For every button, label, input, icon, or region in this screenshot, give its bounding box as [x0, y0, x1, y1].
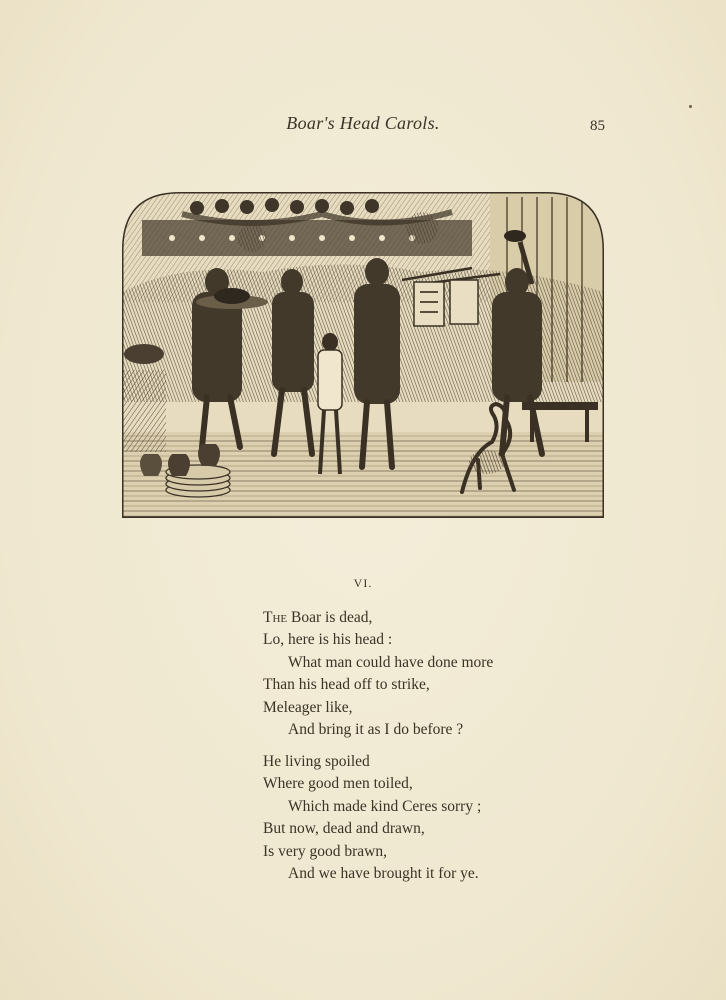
verse-line: Is very good brawn,: [263, 842, 387, 860]
verse-line: But now, dead and drawn,: [263, 820, 425, 838]
verse-line: And bring it as I do before ?: [288, 721, 464, 739]
verse-line: [263, 607, 493, 629]
verse-line-rest: Boar is dead,: [287, 609, 373, 626]
verse-line: Where good men toiled,: [263, 775, 413, 793]
page-number: 85: [590, 118, 605, 134]
verse-line: Than his head off to strike,: [263, 676, 430, 694]
verse-line: What man could have done more: [288, 653, 494, 671]
ink-speck: [689, 105, 692, 108]
stanza-2: [263, 751, 481, 885]
engraving-art: [122, 192, 604, 518]
stanza-1: [263, 607, 493, 741]
section-number: VI.: [353, 576, 373, 590]
running-title: Boar's Head Carols.: [286, 113, 440, 133]
verse-line: Meleager like,: [263, 698, 353, 716]
verse-lead-word: The: [263, 609, 288, 626]
engraving-illustration: [122, 192, 604, 518]
verse-line: Lo, here is his head :: [263, 631, 393, 649]
verse-line: And we have brought it for ye.: [288, 865, 479, 883]
verse-line: Which made kind Ceres sorry ;: [288, 797, 482, 815]
verse-line: He living spoiled: [263, 753, 370, 770]
